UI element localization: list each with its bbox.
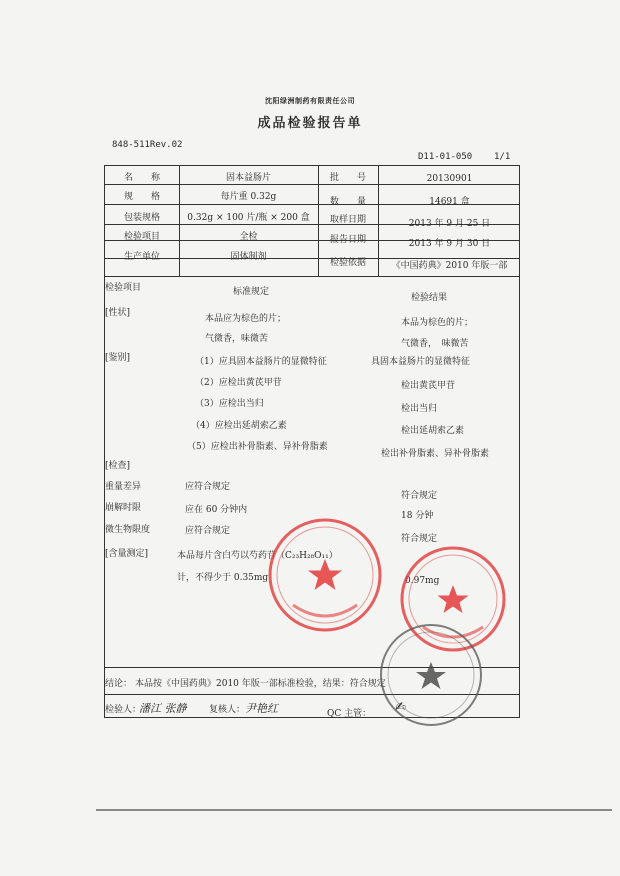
label-sampling-date: 取样日期 (329, 215, 366, 225)
inspection-label: [检查] (105, 461, 131, 471)
basis-value: 《中国药典》2010 年版一部 (391, 261, 508, 271)
properties-standard: 气微香，味微苦 (205, 334, 269, 344)
revision-number: 848-511Rev.02 (112, 140, 183, 150)
properties-result: 气微香， 味微苦 (401, 339, 469, 349)
inspection-item: 微生物限度 (105, 525, 151, 535)
test-items-value: 全检 (239, 232, 258, 242)
identification-result: 检出黄芪甲苷 (401, 381, 456, 391)
identification-result: 检出延胡索乙素 (401, 426, 465, 436)
assay-standard-line1: 本品每片含白芍以芍药苷（C₂₃H₂₈O₁₁） (177, 551, 338, 561)
inspection-item: 崩解时限 (105, 503, 142, 513)
label-report-date: 报告日期 (329, 235, 366, 245)
label-producer: 生产单位 (123, 252, 160, 262)
assay-label: [含量测定] (105, 549, 149, 559)
identification-standard: （2）应检出黄芪甲苷 (195, 378, 282, 388)
conclusion-label: 结论： (105, 679, 133, 689)
assay-standard-line2: 计，不得少于 0.35mg (177, 573, 269, 583)
label-spec: 规 格 (123, 192, 160, 202)
identification-label: [鉴别] (105, 353, 131, 363)
assay-result: 0.97mg (405, 576, 440, 586)
column-item: 检验项目 (105, 283, 142, 293)
producer-value: 固体制剂 (230, 252, 267, 262)
column-standard: 标准规定 (233, 287, 270, 297)
company-seal-stamp-3 (376, 620, 486, 730)
inspection-result: 18 分钟 (401, 511, 434, 521)
identification-standard: （3）应检出当归 (195, 399, 264, 409)
inspector-signature: 潘江 张静 (139, 702, 187, 715)
identification-standard: （1）应具固本益肠片的显微特征 (195, 357, 327, 367)
column-result: 检验结果 (411, 293, 448, 303)
reviewer-signature: 尹艳红 (245, 702, 278, 715)
document-number: D11-01-050 (418, 152, 473, 162)
identification-result: 检出补骨脂素、异补骨脂素 (381, 449, 490, 459)
sampling-date: 2013 年 9 月 25 日 (408, 219, 491, 229)
inspection-item: 重量差异 (105, 482, 142, 492)
inspection-standard: 应符合规定 (185, 482, 231, 492)
packaging-value: 0.32g × 100 片/瓶 × 200 盒 (187, 213, 310, 223)
identification-standard: （4）应检出延胡索乙素 (191, 421, 287, 431)
qc-label: QC 主管： (327, 709, 372, 719)
label-test-items: 检验项目 (123, 232, 160, 242)
reviewer-label: 复核人： (209, 705, 246, 715)
label-packaging: 包装规格 (123, 213, 160, 223)
identification-result: 检出当归 (401, 404, 438, 414)
label-name: 名 称 (123, 173, 160, 183)
page-footer-divider (96, 809, 612, 811)
quantity-value: 14691 盒 (429, 197, 470, 207)
conclusion-text: 本品按《中国药典》2010 年版一部标准检验，结果：符合规定 (135, 679, 386, 689)
properties-standard: 本品应为棕色的片； (205, 314, 287, 324)
product-name: 固本益肠片 (225, 173, 271, 183)
identification-result: 具固本益肠片的显微特征 (371, 357, 471, 367)
quality-seal-stamp-1 (265, 515, 385, 635)
page-info: 1/1 (494, 152, 511, 162)
company-name: 沈阳绿洲制药有限责任公司 (265, 96, 355, 105)
properties-result: 本品为棕色的片； (401, 318, 474, 328)
label-basis: 检验依据 (329, 258, 366, 268)
label-batch: 批 号 (329, 173, 366, 183)
inspector-label: 检验人： (105, 705, 142, 715)
batch-number: 20130901 (426, 174, 473, 184)
inspection-standard: 应在 60 分钟内 (185, 505, 248, 515)
inspection-result: 符合规定 (401, 491, 438, 501)
identification-standard: （5）应检出补骨脂素、异补骨脂素 (187, 442, 328, 452)
inspection-result: 符合规定 (401, 534, 438, 544)
properties-label: [性状] (105, 308, 131, 318)
page-title: 成品检验报告单 (257, 116, 363, 131)
report-date: 2013 年 9 月 30 日 (408, 239, 491, 249)
inspection-standard: 应符合规定 (185, 526, 231, 536)
label-quantity: 数 量 (329, 197, 366, 207)
spec-value: 每片重 0.32g (220, 192, 277, 202)
qc-signature: ✍ (395, 700, 406, 715)
